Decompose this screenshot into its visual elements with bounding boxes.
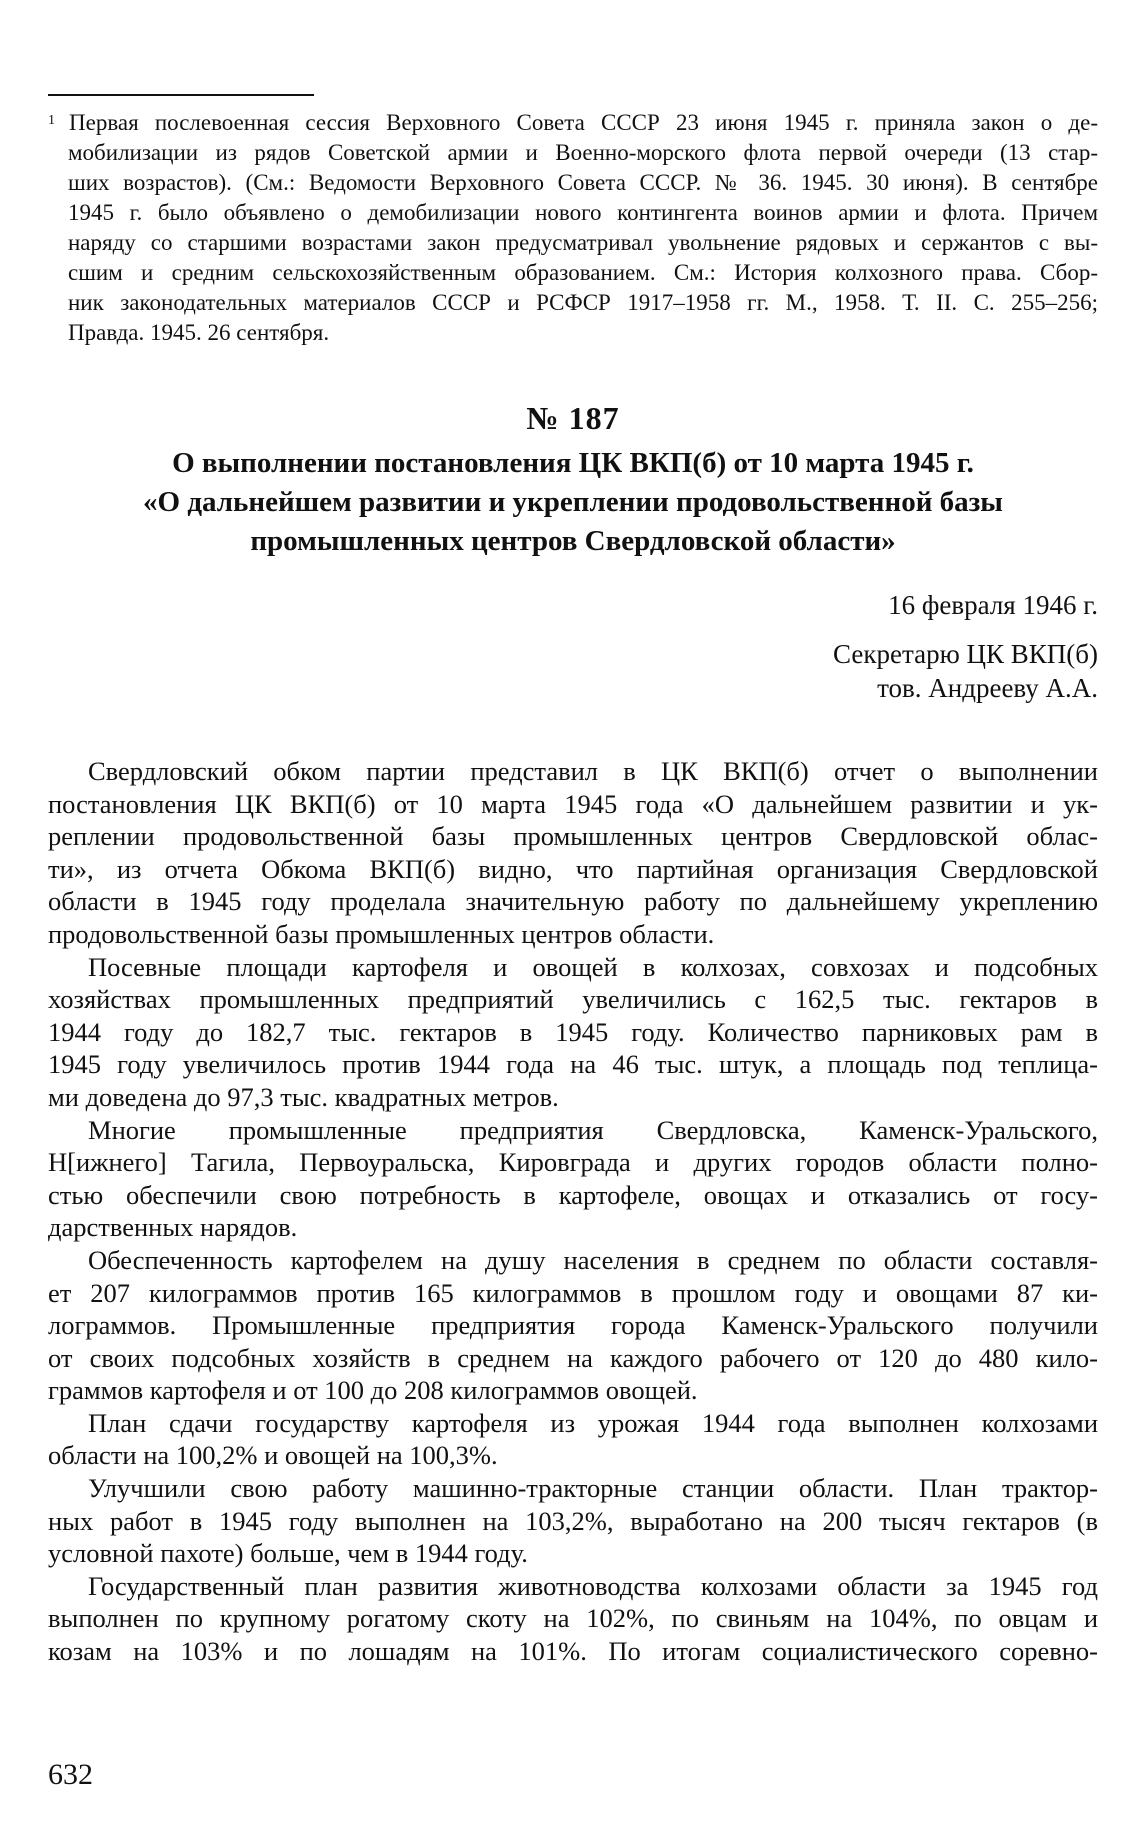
footnote-line: наряду со старшими возрастами закон предусматривал увольнение рядовых и сержантов с вы- [68, 230, 1098, 255]
addressee-line: Секретарю ЦК ВКП(б) [833, 639, 1098, 669]
paragraph [48, 1407, 1098, 1472]
paragraph [48, 1472, 1098, 1570]
document-page [48, 0, 1098, 1835]
paragraph-line: Многие промышленные предприятия Свердловска, Каменск-Уральского, [88, 1114, 1098, 1145]
paragraph-line: граммов картофеля и от 100 до 208 килограммов овощей. [48, 1375, 698, 1406]
paragraph-line: хозяйствах промышленных предприятий увеличились с 162,5 тыс. гектаров в [48, 984, 1098, 1015]
paragraph-line: 1944 году до 182,7 тыс. гектаров в 1945 году. Количество парниковых рам в [48, 1016, 1098, 1047]
paragraph-line: Улучшили свою работу машинно-тракторные станции области. План трактор- [88, 1473, 1098, 1504]
paragraph-line: козам на 103% и по лошадям на 101%. По итогам социалистического соревно- [48, 1636, 1098, 1667]
paragraph [48, 951, 1098, 1114]
paragraph-line: лограммов. Промышленные предприятия города Каменск-Уральского получили [48, 1310, 1098, 1341]
paragraph-line: ми доведена до 97,3 тыс. квадратных метров. [48, 1081, 559, 1112]
footnote-line: 1945 г. было объявлено о демобилизации нового контингента воинов армии и флота. Причем [68, 200, 1098, 225]
document-date: 16 февраля 1946 г. [888, 590, 1098, 620]
page-number: 632 [48, 1758, 93, 1791]
paragraph-line: продовольственной базы промышленных центров области. [48, 918, 715, 949]
document-title-line: О выполнении постановления ЦК ВКП(б) от 10 марта 1945 г. [172, 447, 974, 479]
paragraph-line: стью обеспечили свою потребность в картофеле, овощах и отказались от госу- [48, 1179, 1098, 1210]
paragraph-line: постановления ЦК ВКП(б) от 10 марта 1945 года «О дальнейшем развитии и ук- [48, 788, 1098, 819]
footnote-line: ших возрастов). (См.: Ведомости Верховного Совета СССР. № 36. 1945. 30 июня). В сентябре [68, 170, 1098, 195]
paragraph [48, 1244, 1098, 1407]
document-title-line: «О дальнейшем развитии и укреплении продовольственной базы [143, 486, 1003, 518]
document-title-line: промышленных центров Свердловской области» [250, 525, 896, 557]
paragraph-line: условной пахоте) больше, чем в 1944 году. [48, 1538, 528, 1569]
footnote-line: сшим и средним сельскохозяйственным образованием. См.: История колхозного права. Сбор- [68, 260, 1098, 285]
body-text [48, 755, 1098, 1668]
paragraph [48, 1570, 1098, 1668]
paragraph-line: выполнен по крупному рогатому скоту на 102%, по свиньям на 104%, по овцам и [48, 1603, 1098, 1634]
paragraph-line: ти», из отчета Обкома ВКП(б) видно, что партийная организация Свердловской [48, 853, 1098, 884]
footnote-line: Правда. 1945. 26 сентября. [68, 320, 330, 345]
document-number: № 187 [526, 400, 620, 436]
paragraph-line: Н[ижнего] Тагила, Первоуральска, Кировграда и других городов области полно- [48, 1147, 1098, 1178]
addressee-line: тов. Андрееву А.А. [877, 673, 1098, 703]
footnote-line: мобилизации из рядов Советской армии и Военно-морского флота первой очереди (13 стар- [68, 140, 1098, 165]
paragraph-line: дарственных нарядов. [48, 1212, 298, 1243]
footnote-divider [48, 94, 314, 96]
footnote-mark: 1 [48, 113, 55, 128]
paragraph-line: ет 207 килограммов против 165 килограммов в прошлом году и овощами 87 ки- [48, 1277, 1098, 1308]
paragraph-line: ных работ в 1945 году выполнен на 103,2%, выработано на 200 тысяч гектаров (в [48, 1505, 1098, 1536]
paragraph [48, 1114, 1098, 1244]
paragraph-line: области в 1945 году проделала значительную работу по дальнейшему укреплению [48, 886, 1098, 917]
paragraph-line: Государственный план развития животноводства колхозами области за 1945 год [88, 1570, 1098, 1601]
paragraph-line: План сдачи государству картофеля из урожая 1944 года выполнен колхозами [88, 1407, 1098, 1438]
footnote-line: ник законодательных материалов СССР и РСФСР 1917–1958 гг. М., 1958. Т. II. С. 255–256; [68, 290, 1098, 315]
paragraph-line: 1945 году увеличилось против 1944 года на 46 тыс. штук, а площадь под теплица- [48, 1049, 1098, 1080]
document-title [48, 444, 1098, 561]
paragraph-line: области на 100,2% и овощей на 100,3%. [48, 1440, 498, 1471]
paragraph-line: Обеспеченность картофелем на душу населения в среднем по области составля- [88, 1244, 1098, 1275]
paragraph-line: реплении продовольственной базы промышленных центров Свердловской облас- [48, 821, 1098, 852]
paragraph [48, 755, 1098, 951]
paragraph-line: Посевные площади картофеля и овощей в колхозах, совхозах и подсобных [88, 951, 1098, 982]
addressee [833, 637, 1098, 705]
paragraph-line: Свердловский обком партии представил в ЦК ВКП(б) отчет о выполнении [88, 756, 1098, 786]
footnote-line: $^1$ Первая послевоенная сессия Верховного Совета СССР 23 июня 1945 г. приняла закон о де- [48, 110, 1098, 135]
footnote [48, 108, 1098, 348]
paragraph-line: от своих подсобных хозяйств в среднем на каждого рабочего от 120 до 480 кило- [48, 1342, 1098, 1373]
